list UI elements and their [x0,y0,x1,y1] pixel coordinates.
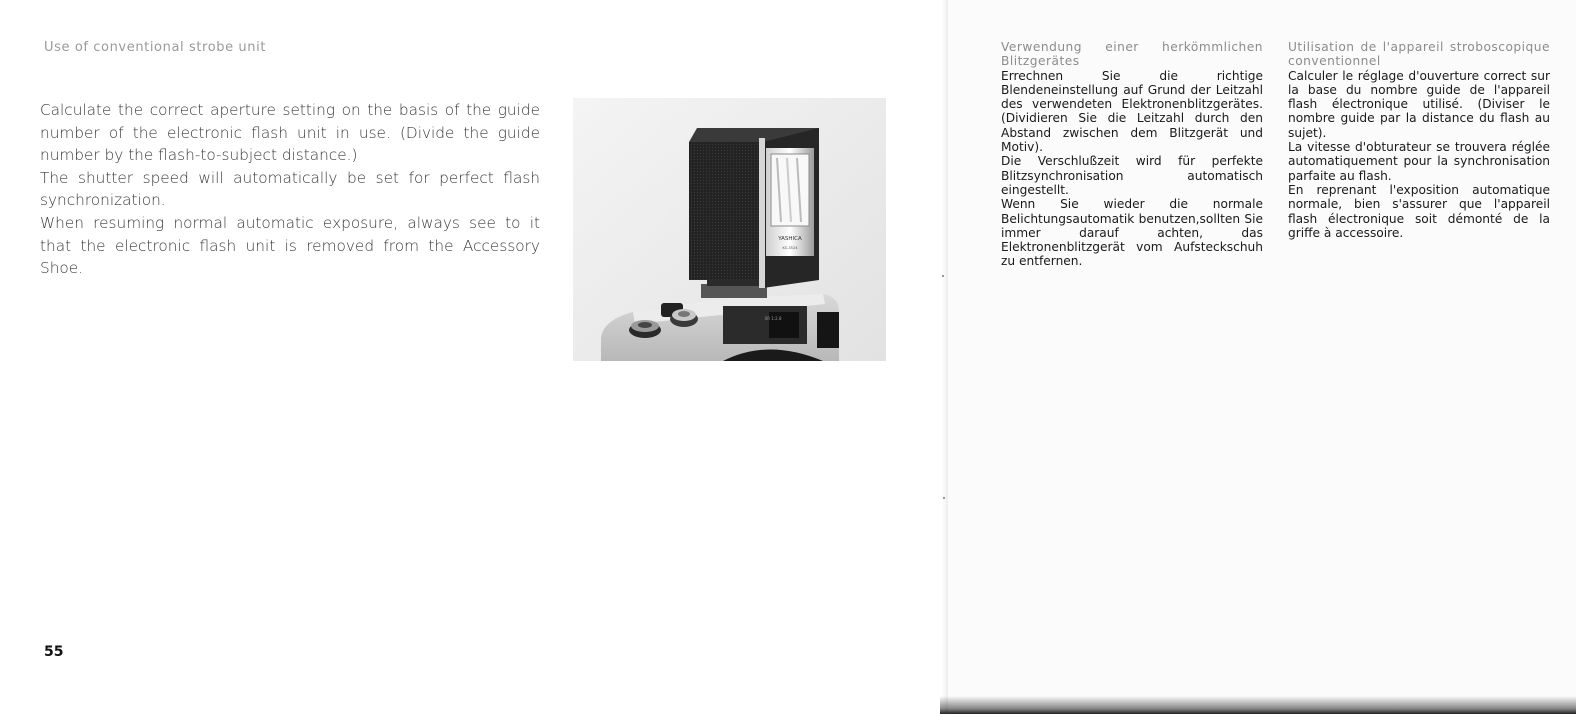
scan-speck [943,497,945,499]
german-heading: Verwendung einer herkömmlichen Blitzgerätes [1001,40,1263,69]
camera-flash-photo [573,98,886,361]
flash-brand-label: YASHICA [778,236,802,242]
lens-ring-label: XR 1:2.8 [764,316,782,321]
page-bottom-shadow [940,696,1576,714]
paragraph-resume: When resuming normal automatic exposure, always see to it that the electronic flash unit is removed from the Accessory Shoe. [40,213,540,278]
flash-unit-body [689,142,763,280]
german-column [1001,40,1263,269]
english-body [40,99,540,280]
french-heading: Utilisation de l'appareil stroboscopique conventionnel [1288,40,1550,69]
french-paragraph-aperture: Calculer le réglage d'ouverture correct sur la base du nombre guide de l'appareil flash électronique utilisé. (Diviser le nombre guide par la distance du flash au sujet). [1288,68,1550,140]
scan-speck [942,275,944,277]
german-paragraph-aperture: Errechnen Sie die richtige Blendeneinstellung auf Grund der Leitzahl des verwendeten Elektronenblitzgerätes. (Dividieren Sie die Leitzahl durch den Abstand zwischen dem Blitzgerät und Motiv). [1001,68,1263,155]
accessory-shoe [701,284,767,298]
french-paragraph-shutter: La vitesse d'obturateur se trouvera réglée automatiquement pour la synchronisation parfaite au flash. [1288,140,1550,183]
german-paragraph-shutter: Die Verschlußzeit wird für perfekte Blitzsynchronisation automatisch eingestellt. [1001,154,1263,197]
flash-model-label: KS-3524 [782,246,798,250]
german-paragraph-resume: Wenn Sie wieder die normale Belichtungsautomatik benutzen,sollten Sie immer darauf achten, das Elektronenblitzgerät vom Aufsteckschuh zu entfernen. [1001,197,1263,269]
french-column [1288,40,1550,240]
page-number: 55 [44,644,64,660]
camera-with-flash-illustration [573,98,886,361]
section-heading: Use of conventional strobe unit [44,40,267,55]
french-paragraph-resume: En reprenant l'exposition automatique normale, bien s'assurer que l'appareil flash électronique soit démonté de la griffe à accessoire. [1288,182,1550,240]
paragraph-aperture: Calculate the correct aperture setting on the basis of the guide number of the electronic flash unit in use. (Divide the guide number by the flash-to-subject distance.) [40,101,540,165]
paragraph-shutter: The shutter speed will automatically be set for perfect flash synchronization. [40,168,540,210]
